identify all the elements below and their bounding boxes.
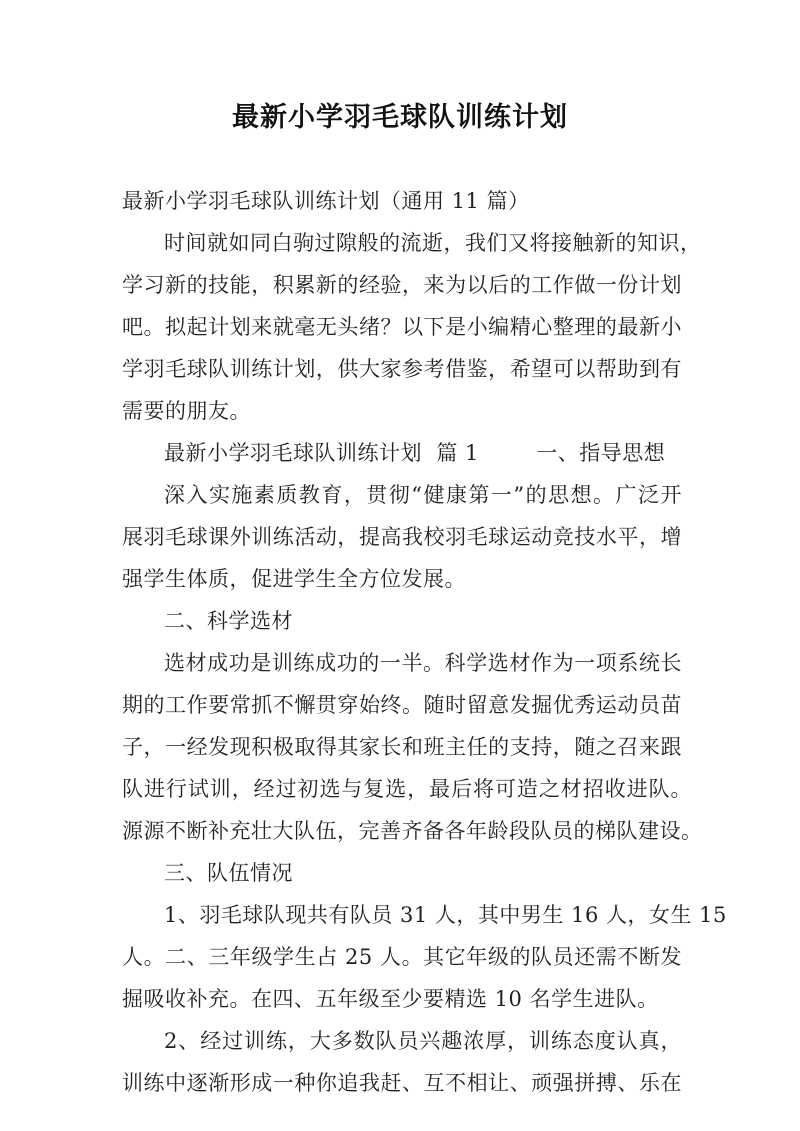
body-line: 学习新的技能，积累新的经验，来为以后的工作做一份计划 (122, 273, 682, 297)
document-title: 最新小学羽毛球队训练计划 (232, 102, 568, 133)
body-line: 展羽毛球课外训练活动，提高我校羽毛球运动竞技水平，增 (122, 525, 682, 549)
subtitle-line: 最新小学羽毛球队训练计划（通用 11 篇） (122, 189, 530, 213)
section-heading: 三、队伍情况 (164, 861, 293, 885)
body-line: 强学生体质，促进学生全方位发展。 (122, 567, 466, 591)
body-line: 选材成功是训练成功的一半。科学选材作为一项系统长 (164, 651, 682, 675)
body-line: 学羽毛球队训练计划，供大家参考借鉴，希望可以帮助到有 (122, 357, 682, 381)
body-line: 训练中逐渐形成一种你追我赶、互不相让、顽强拼搏、乐在 (122, 1071, 682, 1095)
body-line: 吧。拟起计划来就毫无头绪？以下是小编精心整理的最新小 (122, 315, 682, 339)
body-line: 掘吸收补充。在四、五年级至少要精选 10 名学生进队。 (122, 987, 659, 1011)
body-line: 队进行试训，经过初选与复选，最后将可造之材招收进队。 (122, 777, 692, 801)
body-line: 2、经过训练，大多数队员兴趣浓厚，训练态度认真， (164, 1029, 682, 1053)
body-line: 源源不断补充壮大队伍，完善齐备各年龄段队员的梯队建设。 (122, 819, 703, 843)
section-heading: 二、科学选材 (164, 609, 293, 633)
body-line: 深入实施素质教育，贯彻“健康第一”的思想。广泛开 (164, 483, 682, 507)
body-line: 人。二、三年级学生占 25 人。其它年级的队员还需不断发 (122, 945, 682, 969)
body-line: 期的工作要常抓不懈贯穿始终。随时留意发掘优秀运动员苗 (122, 693, 682, 717)
body-line: 1、羽毛球队现共有队员 31 人，其中男生 16 人，女生 15 (164, 903, 727, 927)
body-line: 子，一经发现积极取得其家长和班主任的支持，随之召来跟 (122, 735, 682, 759)
body-line: 时间就如同白驹过隙般的流逝，我们又将接触新的知识， (164, 231, 702, 255)
body-line: 需要的朋友。 (122, 399, 251, 423)
section-heading-line: 最新小学羽毛球队训练计划 篇 1 一、指导思想 (164, 441, 666, 465)
